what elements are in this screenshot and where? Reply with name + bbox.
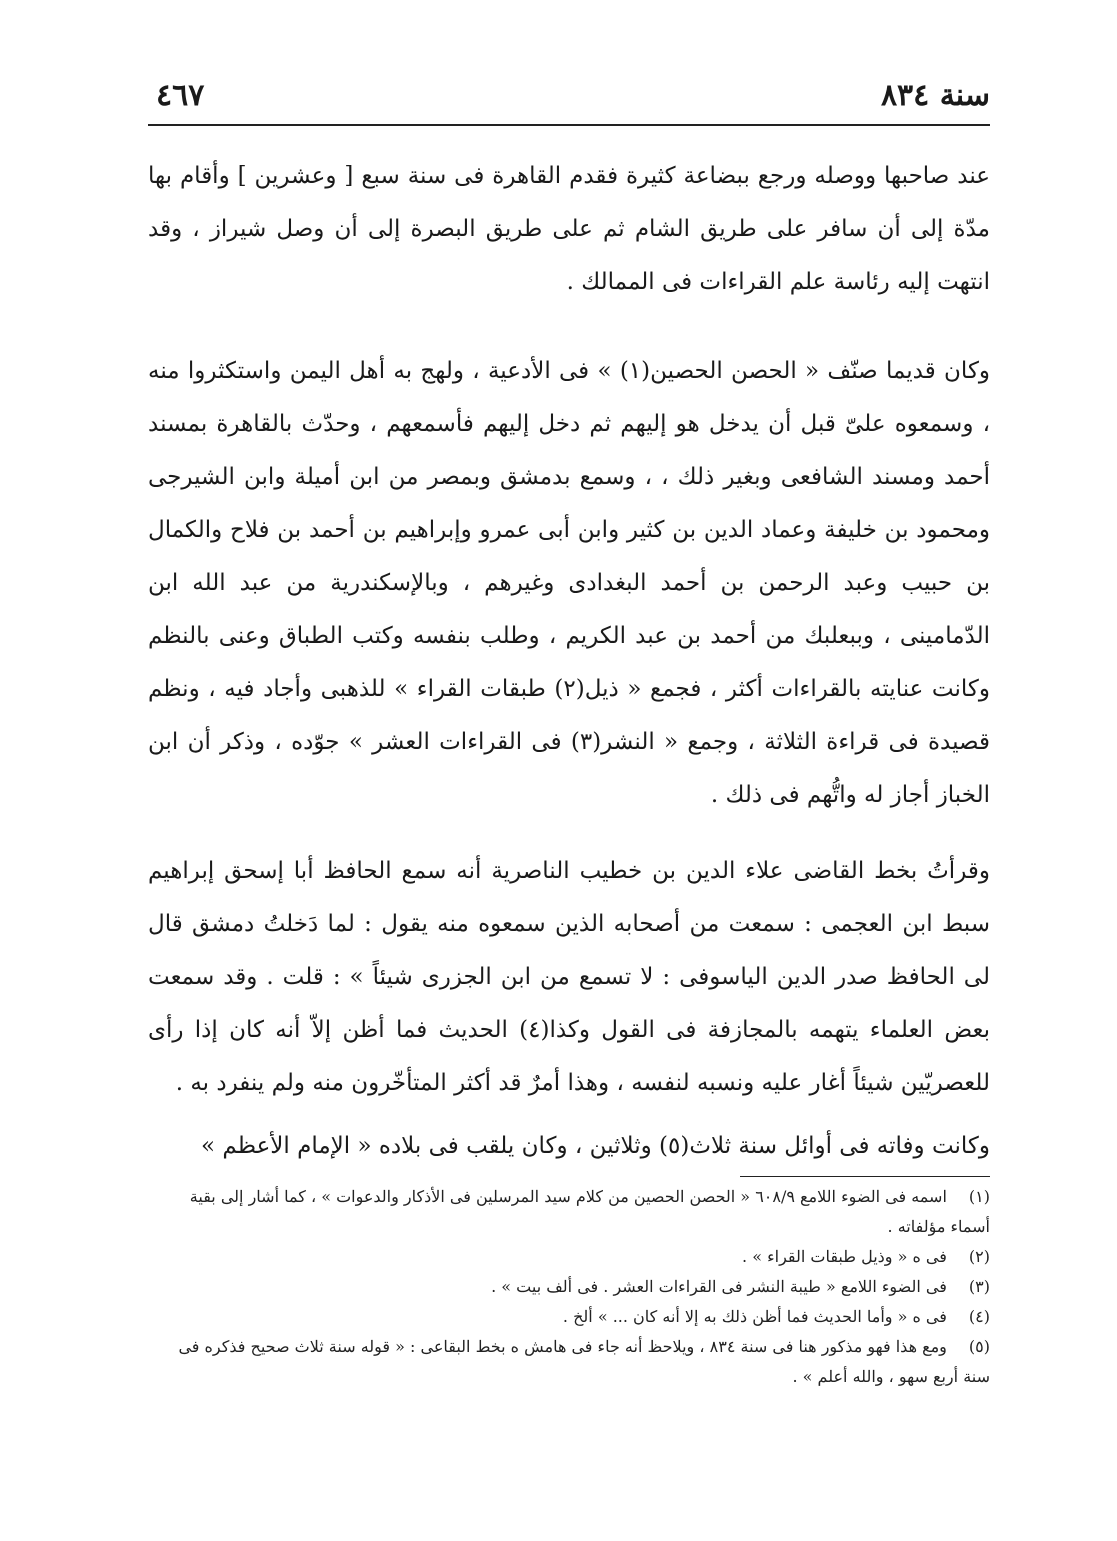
running-header bbox=[148, 78, 990, 122]
footnote-text: فى ه « وأما الحديث فما أظن ذلك به إلا أنه كان ... » ألخ . bbox=[562, 1307, 947, 1326]
paragraph-1-block bbox=[148, 150, 990, 309]
paragraph-4-block bbox=[148, 1120, 990, 1173]
footnotes bbox=[148, 1182, 990, 1392]
footnote-number: (١) bbox=[968, 1187, 990, 1206]
paragraph-2-block bbox=[148, 345, 990, 822]
paragraph: وقرأتُ بخط القاضى علاء الدين بن خطيب الناصرية أنه سمع الحافظ أبا إسحق إبراهيم سبط ابن العجمى : سمعت من أصحابه الذين سمعوه منه يقول : لما دَخلتُ دمشق قال لى الحافظ صدر الدين الياسوفى : لا تسمع من ابن الجزرى شيئاً » : قلت . وقد سمعت بعض العلماء يتهمه بالمجازفة فى القول وكذا(٤) الحديث فما أظن إلاّ أنه كان إذا رأى للعصريّين شيئاً أغار عليه ونسبه لنفسه ، وهذا أمرٌ قد أكثر المتأخّرون منه ولم ينفرد به . bbox=[148, 858, 990, 1096]
footnote-text: فى الضوء اللامع « طيبة النشر فى القراءات العشر . فى ألف بيت » . bbox=[491, 1277, 947, 1296]
footnote bbox=[148, 1182, 990, 1242]
footnote-number: (٢) bbox=[968, 1247, 990, 1266]
footnote bbox=[148, 1272, 990, 1302]
footnote-text: فى ه « وذيل طبقات القراء » . bbox=[742, 1247, 947, 1266]
paragraph: وكانت وفاته فى أوائل سنة ثلاث(٥) وثلاثين ، وكان يلقب فى بلاده « الإمام الأعظم » bbox=[201, 1133, 990, 1159]
footnote-text: اسمه فى الضوء اللامع ٦٠٨/٩ « الحصن الحصين من كلام سيد المرسلين فى الأذكار والدعوات » ، كما أشار إلى بقية أسماء مؤلفاته . bbox=[189, 1187, 990, 1236]
running-title: سنة ٨٣٤ bbox=[880, 78, 990, 113]
footnote-number: (٥) bbox=[968, 1337, 990, 1356]
header-rule bbox=[148, 124, 990, 126]
footnote bbox=[148, 1242, 990, 1272]
paragraph-3-block bbox=[148, 845, 990, 1110]
footnote-number: (٤) bbox=[968, 1307, 990, 1326]
paragraph: عند صاحبها ووصله ورجع ببضاعة كثيرة فقدم القاهرة فى سنة سبع [ وعشرين ] وأقام بها مدّة إلى أن سافر على طريق الشام ثم على طريق البصرة إلى أن وصل شيراز ، وقد انتهت إليه رئاسة علم القراءات فى الممالك . bbox=[148, 163, 990, 295]
footnote bbox=[148, 1332, 990, 1392]
page-number: ٤٦٧ bbox=[156, 78, 205, 113]
footnote-text: ومع هذا فهو مذكور هنا فى سنة ٨٣٤ ، ويلاحظ أنه جاء فى هامش ه بخط البقاعى : « قوله سنة ثلاث صحيح فذكره فى سنة أربع سهو ، والله أعلم » . bbox=[178, 1337, 990, 1386]
paragraph: وكان قديما صنّف « الحصن الحصين(١) » فى الأدعية ، ولهج به أهل اليمن واستكثروا منه ، وسمعوه علىّ قبل أن يدخل هو إليهم ثم دخل إليهم فأسمعهم ، وحدّث بالقاهرة بمسند أحمد ومسند الشافعى وبغير ذلك ، ، وسمع بدمشق وبمصر من ابن أميلة وابن الشيرجى ومحمود بن خليفة وعماد الدين بن كثير وابن أبى عمرو وإبراهيم بن أحمد بن فلاح والكمال بن حبيب وعبد الرحمن بن أحمد البغدادى وغيرهم ، وبالإسكندرية من عبد الله ابن الدّمامينى ، وببعلبك من أحمد بن عبد الكريم ، وطلب بنفسه وكتب الطباق وعنى بالنظم وكانت عنايته بالقراءات أكثر ، فجمع « ذيل(٢) طبقات القراء » للذهبى وأجاد فيه ، ونظم قصيدة فى قراءة الثلاثة ، وجمع « النشر(٣) فى القراءات العشر » جوّده ، وذكر أن ابن الخباز أجاز له واتُّهم فى ذلك . bbox=[148, 358, 990, 808]
footnote-rule bbox=[740, 1176, 990, 1177]
footnote-number: (٣) bbox=[968, 1277, 990, 1296]
footnote bbox=[148, 1302, 990, 1332]
